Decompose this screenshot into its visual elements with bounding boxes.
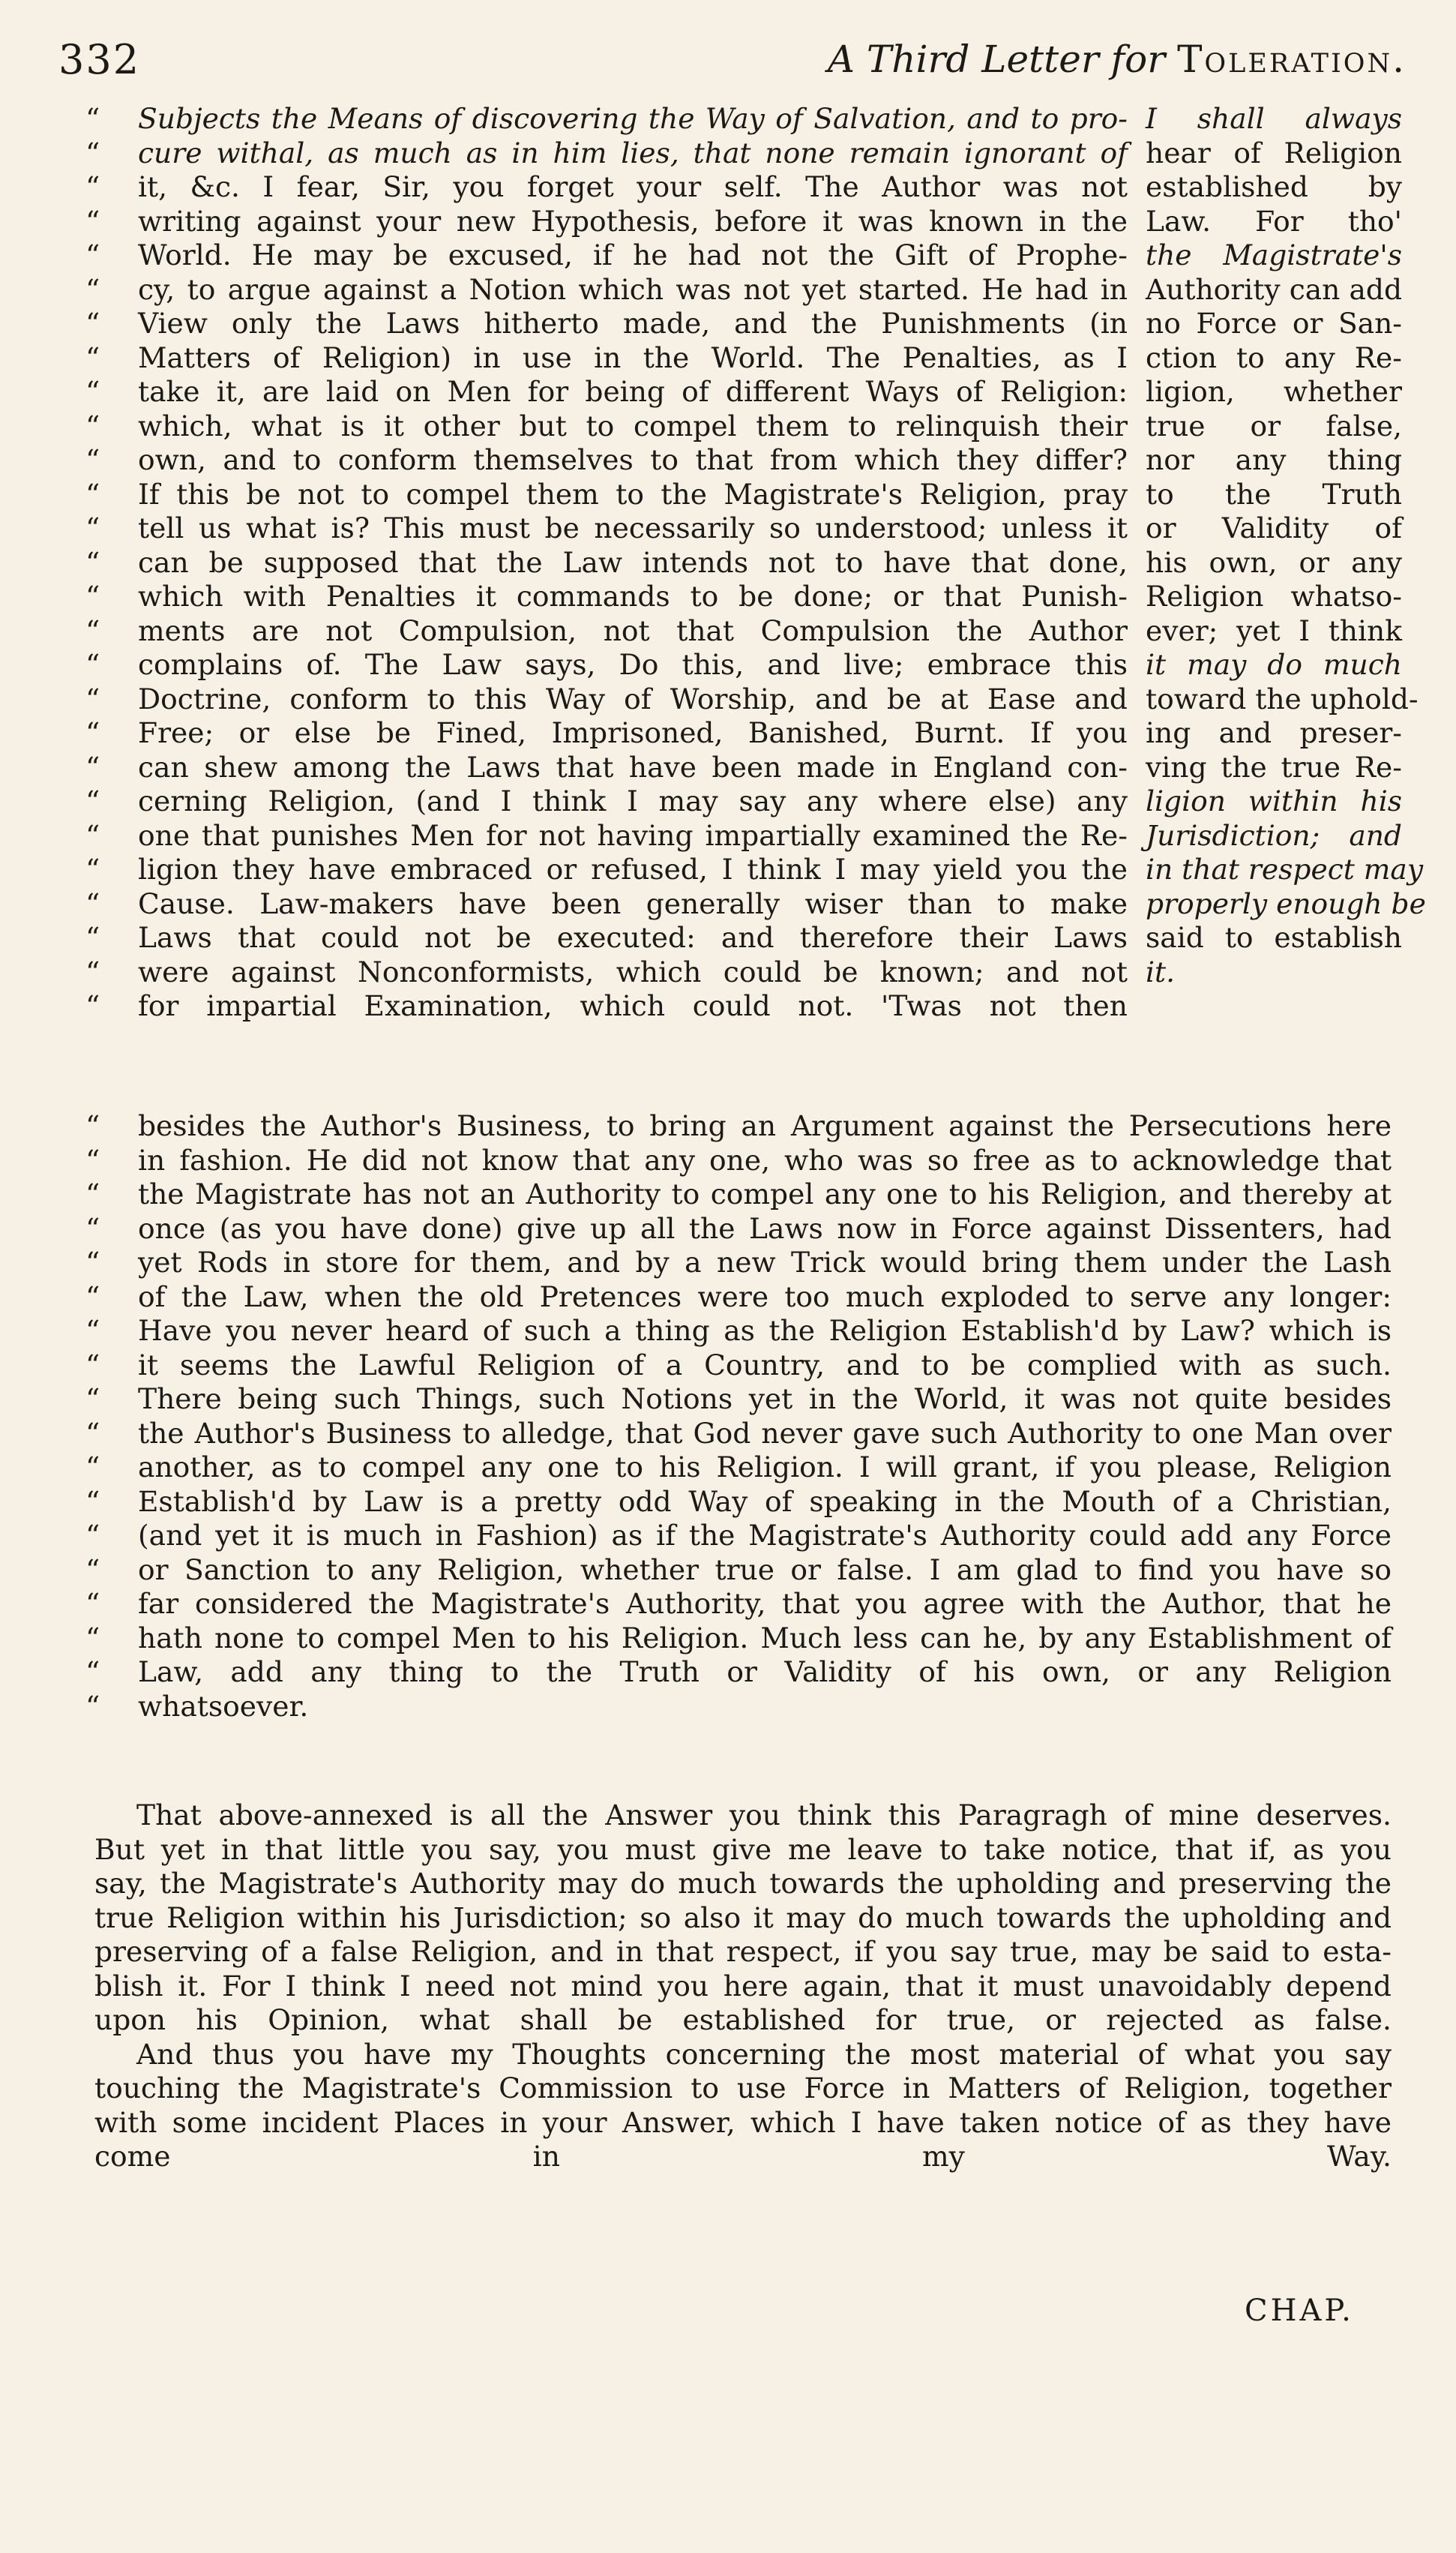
quotation-mark: “ <box>85 272 100 306</box>
page-header <box>58 36 1407 88</box>
quotation-mark: “ <box>85 1655 100 1688</box>
body-paragraphs <box>94 1798 1392 2174</box>
quotation-mark: “ <box>85 955 100 988</box>
quote-line: “ tell us what is? This must be necessarily so understood; unless it <box>85 512 1128 544</box>
quotation-mark: “ <box>85 818 100 852</box>
quote-line: “ yet Rods in store for them, and by a new Trick would bring them under the Lash <box>85 1246 1392 1279</box>
quote-line: “ Cause. Law-makers have been generally wiser than to make <box>85 886 1128 920</box>
page-number: 332 <box>58 36 141 83</box>
quotation-mark: “ <box>85 580 100 613</box>
catchword: CHAP. <box>1245 2294 1354 2328</box>
quote-line: “ complains of. The Law says, Do this, and live; embrace this <box>85 648 1128 681</box>
quote-line: “ hath none to compel Men to his Religion. Much less can he, by any Establishment of <box>85 1621 1392 1654</box>
quotation-mark: “ <box>85 921 100 954</box>
body-line: But yet in that little you say, you must give me leave to take notice, that if, as you <box>94 1832 1392 1866</box>
quotation-mark: “ <box>85 1348 100 1382</box>
quote-line: “ besides the Author's Business, to bring an Argument against the Persecutions here <box>85 1109 1392 1142</box>
margin-line: toward the uphold- <box>1146 682 1419 716</box>
body-line: come in my Way. <box>94 2140 1392 2173</box>
margin-line: ligion, whether <box>1146 375 1402 408</box>
quotation-mark: “ <box>85 102 100 135</box>
quotation-mark: “ <box>85 545 100 579</box>
quote-line: “ ligion they have embraced or refused, I think I may yield you the <box>85 853 1128 886</box>
margin-line: no Force or San- <box>1146 307 1402 340</box>
quotation-mark: “ <box>85 1484 100 1518</box>
quotation-mark: “ <box>85 1450 100 1484</box>
quote-line: “ Law, add any thing to the Truth or Validity of his own, or any Religion <box>85 1655 1392 1688</box>
margin-line: ing and preser- <box>1146 716 1402 749</box>
quotation-mark: “ <box>85 648 100 681</box>
margin-line: true or false, <box>1146 409 1402 442</box>
quote-line: “ can shew among the Laws that have been made in England con- <box>85 750 1128 784</box>
quote-line: “ ments are not Compulsion, not that Compulsion the Author <box>85 614 1128 647</box>
quotation-mark: “ <box>85 477 100 511</box>
margin-line: Law. For tho' <box>1146 204 1402 238</box>
margin-line: or Validity of <box>1146 512 1402 544</box>
margin-line: it. <box>1146 955 1176 988</box>
margin-line: I shall always <box>1146 102 1402 135</box>
quote-line: “ one that punishes Men for not having impartially examined the Re- <box>85 818 1128 852</box>
quotation-mark: “ <box>85 443 100 476</box>
quote-line: “ View only the Laws hitherto made, and the Punishments (in <box>85 307 1128 340</box>
quote-line: “ which, what is it other but to compel them to relinquish their <box>85 409 1128 442</box>
margin-line: to the Truth <box>1146 477 1402 511</box>
quotation-mark: “ <box>85 409 100 442</box>
quote-line: “ or Sanction to any Religion, whether true or false. I am glad to find you have so <box>85 1552 1392 1586</box>
margin-line: ligion within his <box>1146 784 1402 818</box>
quote-line: “ (and yet it is much in Fashion) as if the Magistrate's Authority could add any Force <box>85 1519 1392 1552</box>
quote-line: “ Establish'd by Law is a pretty odd Way of speaking in the Mouth of a Christian, <box>85 1484 1392 1518</box>
quoted-paragraph-full <box>85 1109 1392 1724</box>
margin-line: ction to any Re- <box>1146 340 1402 374</box>
quotation-mark: “ <box>85 716 100 749</box>
quotation-mark: “ <box>85 1587 100 1620</box>
quotation-mark: “ <box>85 1416 100 1450</box>
quote-line: “ Matters of Religion) in use in the World. The Penalties, as I <box>85 340 1128 374</box>
body-line: That above-annexed is all the Answer you think this Paragragh of mine deserves. <box>136 1798 1392 1832</box>
quotation-mark: “ <box>85 614 100 647</box>
quote-line: “ for impartial Examination, which could not. 'Twas not then <box>85 989 1128 1022</box>
quote-line: “ World. He may be excused, if he had not the Gift of Prophe- <box>85 238 1128 272</box>
quotation-mark: “ <box>85 307 100 340</box>
quote-line: “ own, and to conform themselves to that from which they differ? <box>85 443 1128 476</box>
quotation-mark: “ <box>85 1382 100 1415</box>
quote-line: “ were against Nonconformists, which could be known; and not <box>85 955 1128 988</box>
quotation-mark: “ <box>85 853 100 886</box>
quotation-mark: “ <box>85 1143 100 1177</box>
margin-line: Jurisdiction; and <box>1146 818 1402 852</box>
quote-line: “ Doctrine, conform to this Way of Worship, and be at Ease and <box>85 682 1128 716</box>
quote-line: “ There being such Things, such Notions yet in the World, it was not quite besides <box>85 1382 1392 1415</box>
margin-line: Authority can add <box>1146 272 1402 306</box>
margin-line: ever; yet I think <box>1146 614 1402 647</box>
body-line: say, the Magistrate's Authority may do much towards the upholding and preserving the <box>94 1867 1392 1900</box>
quote-line: “ far considered the Magistrate's Authority, that you agree with the Author, that he <box>85 1587 1392 1620</box>
margin-line: properly enough be <box>1146 886 1426 920</box>
quotation-mark: “ <box>85 682 100 716</box>
quotation-mark: “ <box>85 340 100 374</box>
quote-line: “ whatsoever. <box>85 1689 309 1723</box>
quote-line: “ it, &c. I fear, Sir, you forget your self. The Author was not <box>85 170 1128 203</box>
margin-line: ving the true Re- <box>1146 750 1402 784</box>
quotation-mark: “ <box>85 886 100 920</box>
body-line: upon his Opinion, what shall be established for true, or rejected as false. <box>94 2003 1392 2036</box>
quotation-mark: “ <box>85 1689 100 1723</box>
quotation-mark: “ <box>85 170 100 203</box>
quote-line: “ another, as to compel any one to his Religion. I will grant, if you please, Religion <box>85 1450 1392 1484</box>
running-head-italic: A Third Letter for <box>827 38 1166 81</box>
body-line: preserving of a false Religion, and in that respect, if you say true, may be said to esta- <box>94 1935 1392 1968</box>
quote-line: “ of the Law, when the old Pretences were too much exploded to serve any longer: <box>85 1280 1392 1313</box>
quotation-mark: “ <box>85 1280 100 1313</box>
margin-line: Religion whatso- <box>1146 580 1402 613</box>
quotation-mark: “ <box>85 1178 100 1210</box>
body-line: blish it. For I think I need not mind you here again, that it must unavoidably depend <box>94 1969 1392 2002</box>
quotation-mark: “ <box>85 204 100 238</box>
quotation-mark: “ <box>85 1621 100 1654</box>
margin-line: it may do much <box>1146 648 1402 681</box>
margin-line: said to establish <box>1146 921 1402 954</box>
quote-line: “ cerning Religion, (and I think I may say any where else) any <box>85 784 1128 818</box>
body-line: touching the Magistrate's Commission to use Force in Matters of Religion, together <box>94 2072 1392 2104</box>
quotation-mark: “ <box>85 989 100 1022</box>
quote-line: “ cure withal, as much as in him lies, that none remain ignorant of <box>85 136 1128 170</box>
quote-line: “ once (as you have done) give up all the Laws now in Force against Dissenters, had <box>85 1211 1392 1245</box>
quote-line: “ in fashion. He did not know that any one, who was so free as to acknowledge that <box>85 1143 1392 1177</box>
quoted-paragraph-narrow <box>85 102 1128 1024</box>
quotation-mark: “ <box>85 1552 100 1586</box>
running-head <box>828 38 1407 81</box>
quote-line: “ If this be not to compel them to the Magistrate's Religion, pray <box>85 477 1128 511</box>
quote-line: “ the Magistrate has not an Authority to compel any one to his Religion, and thereby at <box>85 1178 1392 1210</box>
quote-line: “ writing against your new Hypothesis, before it was known in the <box>85 204 1128 238</box>
body-line: with some incident Places in your Answer, which I have taken notice of as they have <box>94 2105 1392 2139</box>
quote-line: “ can be supposed that the Law intends not to have that done, <box>85 545 1128 579</box>
quotation-mark: “ <box>85 1109 100 1142</box>
quote-line: “ Free; or else be Fined, Imprisoned, Banished, Burnt. If you <box>85 716 1128 749</box>
quotation-mark: “ <box>85 375 100 408</box>
margin-line: in that respect may <box>1146 853 1424 886</box>
quote-line: “ Subjects the Means of discovering the Way of Salvation, and to pro- <box>85 102 1128 135</box>
quote-line: “ cy, to argue against a Notion which was not yet started. He had in <box>85 272 1128 306</box>
margin-note <box>1146 102 1426 989</box>
quotation-mark: “ <box>85 1519 100 1552</box>
quotation-mark: “ <box>85 750 100 784</box>
running-head-caps: Toleration. <box>1177 38 1407 81</box>
body-line: true Religion within his Jurisdiction; so also it may do much towards the upholding and <box>94 1900 1392 1934</box>
quote-line: “ which with Penalties it commands to be done; or that Punish- <box>85 580 1128 613</box>
quote-line: “ Laws that could not be executed: and therefore their Laws <box>85 921 1128 954</box>
quotation-mark: “ <box>85 512 100 544</box>
quote-line: “ take it, are laid on Men for being of different Ways of Religion: <box>85 375 1128 408</box>
quotation-mark: “ <box>85 784 100 818</box>
quotation-mark: “ <box>85 238 100 272</box>
quotation-mark: “ <box>85 1246 100 1279</box>
quotation-mark: “ <box>85 136 100 170</box>
quote-line: “ the Author's Business to alledge, that God never gave such Authority to one Man over <box>85 1416 1392 1450</box>
quote-line: “ Have you never heard of such a thing as the Religion Establish'd by Law? which is <box>85 1314 1392 1347</box>
quote-line: “ it seems the Lawful Religion of a Country, and to be complied with as such. <box>85 1348 1392 1382</box>
quotation-mark: “ <box>85 1314 100 1347</box>
margin-line: nor any thing <box>1146 443 1402 476</box>
margin-line: the Magistrate's <box>1146 238 1402 272</box>
margin-line: his own, or any <box>1146 545 1402 579</box>
quotation-mark: “ <box>85 1211 100 1245</box>
body-line: And thus you have my Thoughts concerning the most material of what you say <box>136 2037 1392 2071</box>
margin-line: established by <box>1146 170 1402 203</box>
margin-line: hear of Religion <box>1146 136 1402 170</box>
